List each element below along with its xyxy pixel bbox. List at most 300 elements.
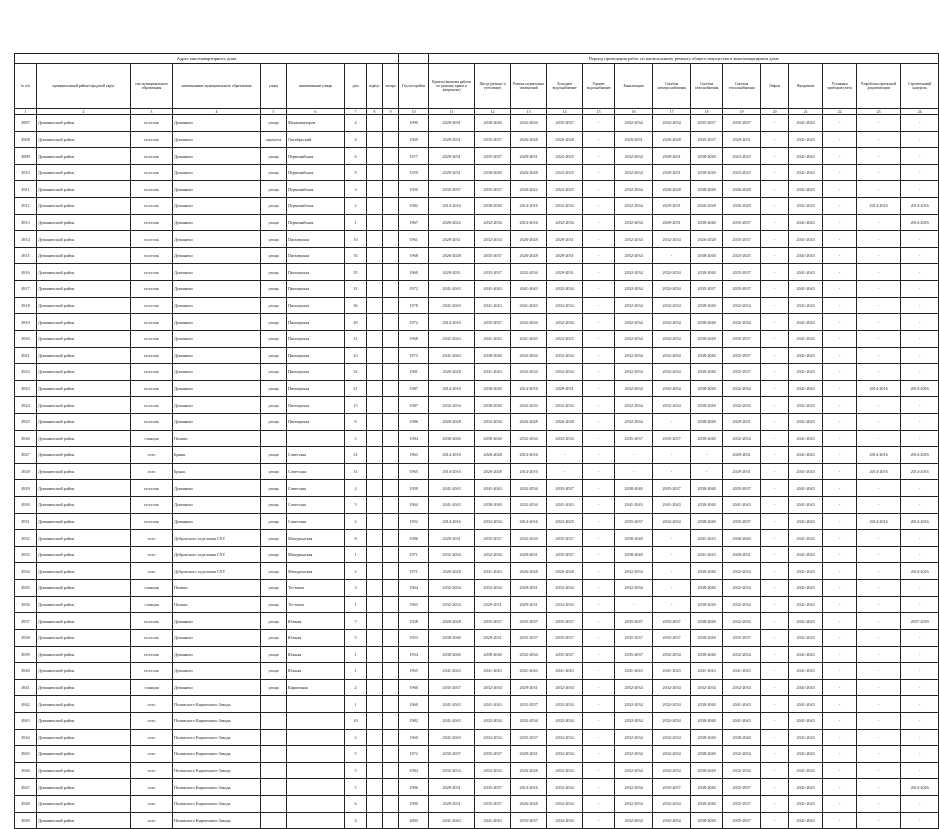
table-cell: - (857, 281, 901, 298)
table-cell: 2026-2028 (511, 795, 547, 812)
table-cell: Мичуринская (287, 530, 345, 547)
table-cell: - (583, 397, 615, 414)
table-cell: 2035-2037 (547, 480, 583, 497)
table-cell: село (131, 447, 173, 464)
table-cell (383, 247, 399, 264)
table-cell: поселок (131, 646, 173, 663)
table-cell: - (823, 231, 857, 248)
table-cell: - (857, 347, 901, 364)
table-cell: - (901, 131, 939, 148)
table-cell: - (857, 214, 901, 231)
table-cell: - (583, 430, 615, 447)
table-cell: 2035-2037 (547, 646, 583, 663)
table-cell: 2014-2016 (429, 314, 475, 331)
table-cell: 2032-2034 (547, 746, 583, 763)
table-cell: 2041-2043 (429, 330, 475, 347)
table-cell (367, 795, 383, 812)
table-cell: - (857, 563, 901, 580)
group-header-row (15, 54, 939, 64)
table-cell: Думиничский район (37, 463, 131, 480)
table-cell: 2023-2025 (723, 164, 761, 181)
table-cell: поселок (131, 198, 173, 215)
table-cell: 4933 (15, 546, 37, 563)
table-cell (367, 762, 383, 779)
table-cell: Думиничский район (37, 164, 131, 181)
table-cell: 2041-2043 (429, 812, 475, 829)
table-cell: 2032-2034 (691, 679, 723, 696)
table-cell: 32 (345, 364, 367, 381)
table-cell: 2032-2034 (723, 430, 761, 447)
table-cell: Мичуринская (287, 546, 345, 563)
table-cell: 2032-2034 (615, 779, 653, 796)
table-cell: - (857, 413, 901, 430)
table-cell: 2032-2034 (547, 712, 583, 729)
table-cell: 2038-2040 (723, 729, 761, 746)
table-cell: 1977 (399, 148, 429, 165)
table-cell: 31 (345, 447, 367, 464)
table-cell: - (857, 148, 901, 165)
table-cell: - (761, 148, 789, 165)
table-cell (367, 181, 383, 198)
table-cell: - (583, 347, 615, 364)
table-cell: - (761, 281, 789, 298)
table-cell: - (583, 613, 615, 630)
table-cell: 2041-2043 (723, 663, 761, 680)
table-cell: 2038-2040 (691, 164, 723, 181)
table-cell: 1950 (399, 181, 429, 198)
table-cell: 2032-2034 (475, 712, 511, 729)
table-cell: - (901, 580, 939, 597)
table-cell (367, 347, 383, 364)
table-cell: 2014-2016 (511, 198, 547, 215)
table-cell: - (761, 629, 789, 646)
table-cell: - (901, 629, 939, 646)
table-cell: Думиничи (173, 115, 261, 132)
table-cell (367, 613, 383, 630)
table-cell: улица (261, 231, 287, 248)
table-cell: поселок (131, 181, 173, 198)
table-cell (383, 580, 399, 597)
table-cell: 4930 (15, 497, 37, 514)
table-cell (367, 646, 383, 663)
table-cell: 1953 (399, 629, 429, 646)
table-cell: 2041-2043 (475, 330, 511, 347)
table-cell: 4925 (15, 413, 37, 430)
table-cell: - (823, 497, 857, 514)
table-cell: Брынь (173, 463, 261, 480)
table-cell: 2041-2043 (429, 497, 475, 514)
table-cell: 2032-2034 (511, 497, 547, 514)
table-cell: - (901, 795, 939, 812)
table-cell: 2032-2034 (511, 480, 547, 497)
table-cell: 2020-2022 (511, 181, 547, 198)
table-cell: 2026-2028 (475, 463, 511, 480)
table-cell: 2029-2031 (653, 164, 691, 181)
table-cell: Думиничи (173, 613, 261, 630)
table-cell: 2023-2025 (547, 148, 583, 165)
table-cell: - (583, 762, 615, 779)
table-cell: улица (261, 397, 287, 414)
table-cell: 2041-2043 (789, 646, 823, 663)
table-cell: - (583, 214, 615, 231)
table-cell: Думиничи (173, 198, 261, 215)
table-row (15, 613, 939, 630)
table-cell: 2035-2037 (511, 729, 547, 746)
table-cell: - (857, 530, 901, 547)
table-cell: 2026-2028 (691, 198, 723, 215)
table-cell (367, 812, 383, 829)
table-cell (367, 463, 383, 480)
table-cell: Думиничский район (37, 679, 131, 696)
table-cell: Думиничи (173, 646, 261, 663)
table-cell: - (823, 380, 857, 397)
table-cell (383, 546, 399, 563)
table-cell: улица (261, 148, 287, 165)
table-cell: 2032-2034 (723, 679, 761, 696)
table-cell (261, 729, 287, 746)
table-cell: 2035-2037 (723, 795, 761, 812)
table-cell: 2038-2040 (691, 413, 723, 430)
table-cell: 1 (345, 546, 367, 563)
table-cell: - (653, 447, 691, 464)
table-cell (383, 646, 399, 663)
table-cell: поселок (131, 131, 173, 148)
table-cell: 2035-2037 (723, 480, 761, 497)
table-cell: 2041-2043 (789, 198, 823, 215)
table-cell: Думиничский район (37, 613, 131, 630)
table-row (15, 795, 939, 812)
table-cell: 2014-2016 (901, 779, 939, 796)
table-cell: 2041-2043 (723, 712, 761, 729)
table-cell: 2032-2034 (547, 314, 583, 331)
table-cell: - (857, 546, 901, 563)
table-cell: 2035-2037 (723, 364, 761, 381)
table-cell: 2032-2034 (615, 712, 653, 729)
table-cell: 2035-2037 (547, 546, 583, 563)
table-cell (383, 380, 399, 397)
table-cell: - (823, 762, 857, 779)
table-cell (383, 629, 399, 646)
table-cell: 2032-2034 (547, 364, 583, 381)
table-cell: - (761, 729, 789, 746)
table-cell: 1965 (399, 463, 429, 480)
table-cell: - (583, 447, 615, 464)
table-cell: - (823, 546, 857, 563)
table-cell: 2032-2034 (615, 729, 653, 746)
table-cell: 2038-2040 (691, 380, 723, 397)
table-cell (367, 712, 383, 729)
table-cell: 4932 (15, 530, 37, 547)
table-cell (367, 314, 383, 331)
table-cell: 2041-2043 (475, 696, 511, 713)
table-cell: Поливского Кирпичного Завода (173, 729, 261, 746)
table-cell: 2032-2034 (653, 795, 691, 812)
table-cell: 2026-2028 (511, 131, 547, 148)
table-cell: 2029-2031 (429, 795, 475, 812)
table-cell: 2041-2043 (653, 663, 691, 680)
table-cell: - (583, 264, 615, 281)
table-cell: - (857, 696, 901, 713)
table-cell: Думиничи (173, 281, 261, 298)
table-cell (287, 762, 345, 779)
table-cell: - (823, 330, 857, 347)
table-cell: 2041-2043 (429, 696, 475, 713)
table-cell: Думиничский район (37, 247, 131, 264)
table-cell: 2032-2034 (547, 430, 583, 447)
table-cell (287, 430, 345, 447)
table-cell (367, 513, 383, 530)
table-cell: - (901, 247, 939, 264)
table-cell: - (761, 430, 789, 447)
table-cell: - (615, 596, 653, 613)
table-cell: 2026-2028 (511, 231, 547, 248)
table-cell: - (901, 546, 939, 563)
table-cell: - (583, 181, 615, 198)
table-cell: 2035-2037 (723, 347, 761, 364)
table-cell: 4910 (15, 164, 37, 181)
table-cell: Советская (287, 463, 345, 480)
table-cell (367, 663, 383, 680)
table-cell: 2041-2043 (789, 812, 823, 829)
table-cell: 2032-2034 (723, 746, 761, 763)
table-cell (383, 181, 399, 198)
table-cell: село (131, 779, 173, 796)
table-cell: 1986 (399, 530, 429, 547)
table-cell (367, 580, 383, 597)
repair-schedule-table (14, 53, 939, 829)
table-cell: - (857, 762, 901, 779)
table-cell: 2032-2034 (547, 297, 583, 314)
table-cell: Пионерская (287, 413, 345, 430)
table-cell (383, 779, 399, 796)
table-cell: Думиничи (173, 231, 261, 248)
table-cell: Думиничский район (37, 413, 131, 430)
table-cell (383, 812, 399, 829)
table-cell: 2026-2028 (691, 231, 723, 248)
table-cell: 4927 (15, 447, 37, 464)
table-cell: - (583, 364, 615, 381)
column-header: Строительный контроль (901, 64, 939, 109)
table-cell: 2041-2043 (429, 729, 475, 746)
table-cell: 2038-2040 (691, 513, 723, 530)
table-cell: 2035-2037 (429, 181, 475, 198)
column-number: 23 (857, 109, 901, 115)
table-cell: 2029-2031 (429, 264, 475, 281)
table-cell: - (857, 480, 901, 497)
table-cell: 2041-2043 (789, 497, 823, 514)
table-cell: 2029-2031 (429, 115, 475, 132)
table-cell: 2032-2034 (653, 762, 691, 779)
table-cell: 2026-2028 (475, 447, 511, 464)
table-cell: Думиничи (173, 314, 261, 331)
table-cell: 1986 (399, 413, 429, 430)
table-cell: 2032-2034 (511, 264, 547, 281)
table-cell: - (761, 330, 789, 347)
table-cell: - (901, 314, 939, 331)
table-cell: - (901, 480, 939, 497)
table-cell: Думиничи (173, 214, 261, 231)
table-cell: 4936 (15, 596, 37, 613)
table-cell: - (761, 364, 789, 381)
table-cell: 2038-2040 (429, 430, 475, 447)
table-cell: 4915 (15, 247, 37, 264)
table-cell: 2032-2034 (511, 115, 547, 132)
table-cell: Поливского Кирпичного Завода (173, 812, 261, 829)
table-row (15, 397, 939, 414)
table-cell (367, 397, 383, 414)
table-cell: 2041-2043 (789, 613, 823, 630)
table-cell (383, 762, 399, 779)
column-number: 10 (399, 109, 429, 115)
column-header: Лифты (761, 64, 789, 109)
table-cell: Думиничи (173, 629, 261, 646)
table-row (15, 380, 939, 397)
table-cell: Думиничский район (37, 497, 131, 514)
table-cell: Думиничи (173, 264, 261, 281)
table-cell (383, 696, 399, 713)
table-cell: 2032-2034 (475, 214, 511, 231)
table-cell: 2032-2034 (615, 397, 653, 414)
table-cell (367, 214, 383, 231)
table-cell: 2038-2040 (691, 148, 723, 165)
table-cell: - (583, 646, 615, 663)
table-cell: - (583, 712, 615, 729)
table-cell (383, 746, 399, 763)
table-cell: Думиничский район (37, 397, 131, 414)
table-cell (383, 231, 399, 248)
table-cell (367, 696, 383, 713)
column-header: № п/п (15, 64, 37, 109)
table-cell: 2032-2034 (547, 580, 583, 597)
table-cell: - (823, 596, 857, 613)
table-cell: 2032-2034 (723, 563, 761, 580)
period-group-header: Период проведения работ по капитальному ремонту общего имущества в многоквартирном доме (429, 54, 939, 64)
table-cell: 4929 (15, 480, 37, 497)
table-cell: 2035-2037 (691, 281, 723, 298)
table-row (15, 729, 939, 746)
table-cell: 2041-2043 (429, 281, 475, 298)
table-cell: 5 (345, 762, 367, 779)
table-row (15, 712, 939, 729)
table-cell: 2035-2037 (475, 264, 511, 281)
table-cell: - (857, 663, 901, 680)
table-cell: Первомайская (287, 198, 345, 215)
table-cell: - (615, 463, 653, 480)
table-row (15, 198, 939, 215)
column-number: 11 (429, 109, 475, 115)
table-cell (383, 463, 399, 480)
table-cell: улица (261, 463, 287, 480)
table-cell: 2032-2034 (615, 148, 653, 165)
table-cell: - (761, 530, 789, 547)
table-cell (367, 380, 383, 397)
table-cell: 2014-2016 (429, 463, 475, 480)
table-cell: 2032-2034 (511, 430, 547, 447)
table-cell: - (761, 413, 789, 430)
table-cell: - (761, 513, 789, 530)
table-cell: село (131, 795, 173, 812)
table-cell: 2014-2016 (901, 513, 939, 530)
table-cell: 1961 (399, 231, 429, 248)
table-cell: 2032-2034 (723, 297, 761, 314)
table-cell: 2029-2031 (653, 148, 691, 165)
table-cell: 4938 (15, 629, 37, 646)
column-header: Кровля (включая работы по ремонту крыш и капремонт) (429, 64, 475, 109)
table-cell: 2041-2043 (789, 330, 823, 347)
table-cell: - (901, 281, 939, 298)
table-cell: Пионерская (287, 281, 345, 298)
table-cell: Думиничский район (37, 380, 131, 397)
table-cell: 2041-2043 (653, 497, 691, 514)
table-cell: 2029-2031 (723, 463, 761, 480)
table-cell: - (761, 115, 789, 132)
table-cell: 2029-2031 (723, 413, 761, 430)
table-row (15, 214, 939, 231)
column-header: Разработка проектной документации (857, 64, 901, 109)
table-row (15, 530, 939, 547)
table-cell: Думиничи (173, 397, 261, 414)
table-cell: 2041-2043 (429, 347, 475, 364)
table-cell: - (823, 480, 857, 497)
column-number: 8 (367, 109, 383, 115)
table-cell: 2032-2034 (653, 281, 691, 298)
table-cell: - (583, 115, 615, 132)
table-cell: 2038-2040 (691, 646, 723, 663)
table-cell: 2041-2043 (789, 214, 823, 231)
table-cell: 2041-2043 (789, 563, 823, 580)
table-cell: 2029-2031 (511, 148, 547, 165)
table-cell: 2029-2031 (615, 131, 653, 148)
table-cell: 2032-2034 (723, 596, 761, 613)
table-cell: 2041-2043 (789, 729, 823, 746)
table-cell: 2032-2034 (511, 347, 547, 364)
table-cell: - (583, 231, 615, 248)
table-cell (261, 430, 287, 447)
table-cell: 2032-2034 (547, 762, 583, 779)
table-row (15, 546, 939, 563)
table-cell: 2029-2031 (429, 164, 475, 181)
table-cell: 2032-2034 (653, 712, 691, 729)
table-cell: станция (131, 430, 173, 447)
table-cell (261, 779, 287, 796)
table-cell: 1984 (399, 430, 429, 447)
table-cell: 2041-2043 (789, 131, 823, 148)
table-cell (367, 497, 383, 514)
table-cell (383, 397, 399, 414)
table-cell: 2038-2040 (475, 430, 511, 447)
table-cell: Первомайская (287, 181, 345, 198)
table-cell: 2026-2028 (429, 413, 475, 430)
table-cell: 2032-2034 (615, 214, 653, 231)
table-cell (287, 746, 345, 763)
table-cell: 6 (345, 795, 367, 812)
table-cell: 9 (345, 164, 367, 181)
table-cell: 4920 (15, 330, 37, 347)
table-cell: - (583, 812, 615, 829)
table-cell: Думиничи (173, 480, 261, 497)
table-cell (367, 530, 383, 547)
table-cell: 2035-2037 (475, 314, 511, 331)
table-cell: Палики (173, 596, 261, 613)
table-cell: 2032-2034 (653, 679, 691, 696)
table-cell: 2026-2028 (429, 364, 475, 381)
table-cell: улица (261, 663, 287, 680)
table-cell: 2038-2040 (691, 762, 723, 779)
table-cell: село (131, 712, 173, 729)
table-cell: 2041-2043 (789, 231, 823, 248)
table-cell: - (583, 580, 615, 597)
table-cell: - (901, 646, 939, 663)
